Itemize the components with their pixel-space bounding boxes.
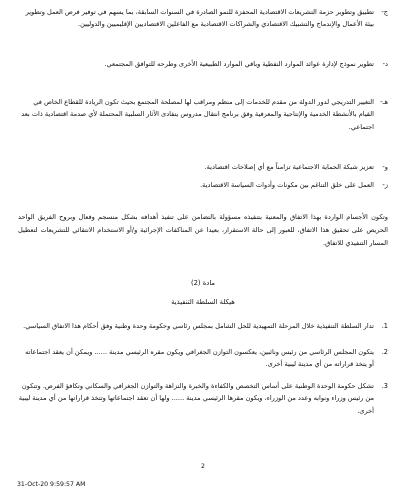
numbered-item-1 <box>18 320 388 332</box>
numbered-item-2 <box>18 346 388 371</box>
numbered-item-3 <box>18 380 388 417</box>
body-paragraph: وتكون الأجسام الواردة بهذا الاتفاق والمعنية بتنفيذه مسؤولة بالتضامن على تنفيذ أهدافه بشكل منسجم وفعال وبروح الفريق الواحد الحريص على تحقيق هذا الاتفاق، للعبور إلى حالة الاستقرار، بعيدا عن المناكفات الإجرائية و/أو الاستخدام الانتقائي للتشريعات لتعطيل المسار التنفيذي للاتفاق. <box>18 213 388 247</box>
article-number: مادة (2) <box>190 279 216 287</box>
item-number: 2. <box>381 348 388 356</box>
item-number: 3. <box>381 382 388 390</box>
article-title: هيكلة السلطة التنفيذية <box>171 298 235 306</box>
list-item-z <box>18 179 388 191</box>
list-item-w <box>18 161 388 173</box>
numbered-item-text: تشكل حكومة الوحدة الوطنية على أساس التخصص والكفاءة والخبرة والنزاهة والتوازن الجغرافي والسكاني وتكافؤ الفرص. وتتكون من رئيس وزراء ونوابه وعدد من الوزراء، ويكون مقرها الرئيسي مدينة ...... ولها أن تعقد اجتماعاتها وتتخذ قراراتها من أي مدينة ليبية أخرى. <box>18 382 374 415</box>
list-item-c <box>18 6 388 31</box>
list-marker: هـ- <box>380 98 388 106</box>
list-item-text: العمل على خلق التناغم بين مكونات وأدوات السياسة الاقتصادية. <box>200 181 374 189</box>
list-marker: ج- <box>381 8 388 16</box>
numbered-item-text: يتكون المجلس الرئاسي من رئيس ونائبين، يعكسون التوازن الجغرافي ويكون مقره الرئيسي مدينة ...... ويمكن أن يعقد اجتماعاته أو يتخذ قراراته من أي مدينة ليبية أخرى. <box>25 348 374 369</box>
list-item-d <box>18 58 388 70</box>
list-marker: د- <box>382 60 388 68</box>
print-timestamp: 31-Oct-20 9:59:57 AM <box>17 481 86 488</box>
list-item-text: تطبيق وتطوير حزمة التشريعات الاقتصادية المحفزة للنمو الصادرة في السنوات السابقة، بما يسهم في توفير فرص العمل وتطوير بيئة الأعمال والإندماج والتشبيك الاقتصادي والشراكات الاقتصادية مع الفاعلين الاقتصاديين الإقليميين والدوليين. <box>25 8 374 29</box>
list-marker: و- <box>382 163 388 171</box>
list-item-text: تعزيز شبكة الحماية الاجتماعية تزامناً مع أي إصلاحات اقتصادية. <box>204 163 374 171</box>
numbered-item-text: تدار السلطة التنفيذية خلال المرحلة التمهيدية للحل الشامل بمجلس رئاسي وحكومة وحدة وطنية وفق أحكام هذا الاتفاق السياسي. <box>23 322 374 330</box>
list-marker: ز- <box>382 181 388 189</box>
list-item-h <box>18 96 388 133</box>
page-number: 2 <box>201 463 205 470</box>
list-item-text: تطوير نموذج لإدارة عوائد الموارد النفطية وباقي الموارد الطبيعية الأخرى وطرحه للتوافق المجتمعي. <box>104 60 374 68</box>
list-item-text: التغيير التدريجي لدور الدولة من مقدم للخدمات إلى منظم ومراقب لها لمصلحة المجتمع بحيث تكون الريادة للقطاع الخاص في القيام بالأنشطة الخدمية والإنتاجية والمعرفية وفق برنامج انتقال مدروس يتفادى الآثار السلبية المحتملة لأي صدمة اقتصادية ذات بعد اجتماعي. <box>21 98 374 131</box>
item-number: 1. <box>381 322 388 330</box>
